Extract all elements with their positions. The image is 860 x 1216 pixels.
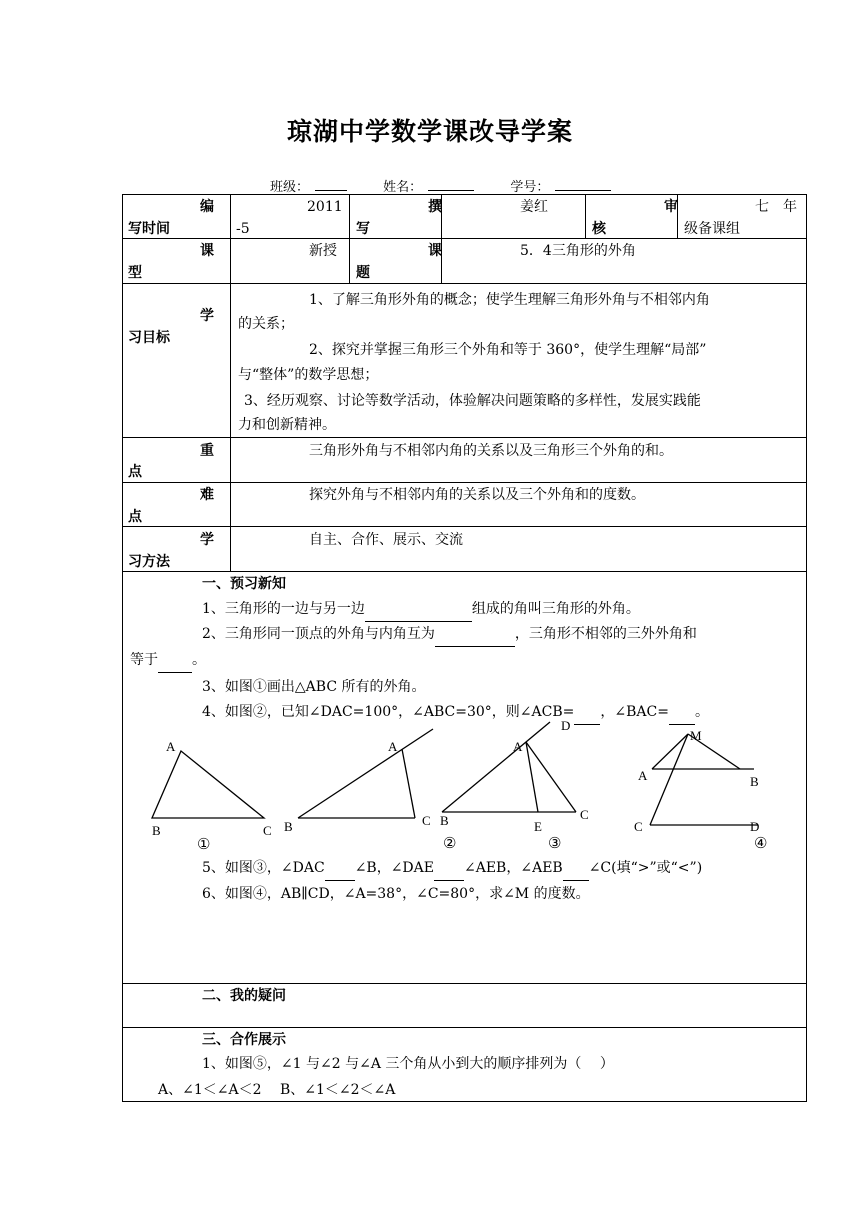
goal-3b: 力和创新精神。 [238, 417, 336, 433]
grade-value: 七 年 [755, 199, 797, 215]
year-value: 2011 [307, 199, 343, 215]
fig1-label-b: B [152, 823, 161, 838]
col-divider [585, 194, 586, 239]
q1-blank[interactable] [365, 598, 472, 622]
section1-heading: 一、预习新知 [202, 576, 286, 592]
fig1-label-c: C [263, 823, 272, 838]
label-write-time: 写时间 [128, 221, 170, 237]
fig4-label-c: C [634, 819, 643, 834]
name-blank[interactable] [428, 178, 474, 191]
question-6: 6、如图④，AB∥CD，∠A=38°，∠C=80°，求∠M 的度数。 [202, 886, 590, 902]
fig2-label-a: A [388, 739, 398, 754]
q2-blank-1[interactable] [435, 623, 515, 647]
method-text: 自主、合作、展示、交流 [309, 532, 463, 548]
fig-number-3: ③ [548, 836, 562, 852]
student-info-line [270, 176, 617, 195]
section2-heading: 二、我的疑问 [202, 988, 286, 1004]
q5-blank-2[interactable] [434, 857, 464, 881]
document-title: 琼湖中学数学课改导学案 [286, 117, 573, 146]
label-dian2: 点 [128, 509, 142, 525]
section3-heading: 三、合作展示 [202, 1032, 286, 1048]
number-label: 学号： [510, 180, 550, 195]
label-he: 核 [592, 221, 606, 237]
label-zhuan: 撰 [428, 199, 442, 215]
label-shen: 审 [664, 199, 678, 215]
grade-group-value: 级备课组 [684, 221, 740, 237]
fig3-label-a: A [513, 739, 523, 754]
label-type: 型 [128, 265, 142, 281]
class-label: 班级： [270, 180, 310, 195]
lesson-type-value: 新授 [309, 243, 337, 259]
row-divider [122, 983, 807, 984]
label-learning-goals: 习目标 [128, 330, 170, 346]
label-ke: 课 [200, 243, 214, 259]
row-divider [122, 571, 807, 572]
fig-number-1: ① [197, 837, 211, 853]
fig4-label-m: M [690, 728, 702, 743]
fig3-label-e: E [534, 819, 542, 834]
q5-blank-1[interactable] [325, 857, 355, 881]
row-divider [122, 437, 807, 438]
goal-2b: 与“整体”的数学思想； [238, 367, 379, 383]
label-method: 习方法 [128, 554, 170, 570]
fig2-label-c: C [422, 813, 431, 828]
question-5: 5、如图③，∠DAC ∠B，∠DAE ∠AEB，∠AEB ∠C(填“>”或“<”) [202, 857, 702, 881]
question-2-cont: 等于 。 [130, 649, 206, 673]
goal-1b: 的关系； [238, 316, 294, 332]
fig4-label-d: D [750, 819, 760, 834]
fig1-label-a: A [166, 739, 176, 754]
name-label: 姓名： [383, 180, 423, 195]
label-xue2: 学 [200, 532, 214, 548]
q2-blank-2[interactable] [158, 649, 192, 673]
label-ke2: 课 [428, 243, 442, 259]
question-3: 3、如图①画出△ABC 所有的外角。 [202, 679, 426, 695]
difficulty-text: 探究外角与不相邻内角的关系以及三个外角和的度数。 [309, 487, 645, 503]
q5-blank-3[interactable] [563, 857, 589, 881]
month-value: -5 [236, 221, 250, 237]
goal-3a: 3、经历观察、讨论等数学活动，体验解决问题策略的多样性，发展实践能 [244, 393, 701, 409]
label-bian: 编 [200, 199, 214, 215]
fig4-label-a: A [638, 768, 648, 783]
fig3-label-c: C [580, 807, 589, 822]
label-xue: 学 [200, 308, 214, 324]
label-dian: 点 [128, 464, 142, 480]
author-value: 姜红 [520, 199, 548, 215]
question-4: 4、如图②，已知∠DAC=100°，∠ABC=30°，则∠ACB= ，∠BAC= 。 [202, 701, 709, 725]
section3-options: A、∠1＜∠A＜2 B、∠1＜∠2＜∠A [158, 1082, 396, 1098]
lesson-topic-value: 5．4三角形的外角 [520, 243, 636, 259]
geometry-figures [130, 712, 800, 854]
key-point-text: 三角形外角与不相邻内角的关系以及三角形三个外角的和。 [309, 443, 673, 459]
col-divider [349, 194, 350, 283]
triangle-abc-figure-1 [152, 751, 264, 818]
label-zhong: 重 [200, 443, 214, 459]
row-divider [122, 1027, 807, 1028]
question-2: 2、三角形同一顶点的外角与内角互为 ，三角形不相邻的三外外角和 [202, 623, 697, 647]
goal-2a: 2、探究并掌握三角形三个外角和等于 360°，使学生理解“局部” [309, 342, 707, 358]
row-divider [122, 526, 807, 527]
goal-1a: 1、了解三角形外角的概念；使学生理解三角形外角与不相邻内角 [309, 292, 710, 308]
lesson-table [122, 194, 807, 1102]
fig2-label-b: B [284, 819, 293, 834]
section3-question-1: 1、如图⑤，∠1 与∠2 与∠A 三个角从小到大的顺序排列为（ ） [202, 1056, 614, 1072]
fig-number-4: ④ [754, 836, 768, 852]
row-divider [122, 482, 807, 483]
class-blank[interactable] [315, 178, 347, 191]
fig3-label-d: D [561, 718, 571, 733]
number-blank[interactable] [555, 178, 611, 191]
label-topic: 题 [356, 265, 370, 281]
fig4-label-b: B [750, 774, 759, 789]
col-divider [230, 194, 231, 571]
fig-number-2: ② [443, 836, 457, 852]
fig3-label-b: B [440, 813, 449, 828]
row-divider [122, 283, 807, 284]
question-1: 1、三角形的一边与另一边 组成的角叫三角形的外角。 [202, 598, 640, 622]
label-nan: 难 [200, 487, 214, 503]
label-xie: 写 [356, 221, 370, 237]
